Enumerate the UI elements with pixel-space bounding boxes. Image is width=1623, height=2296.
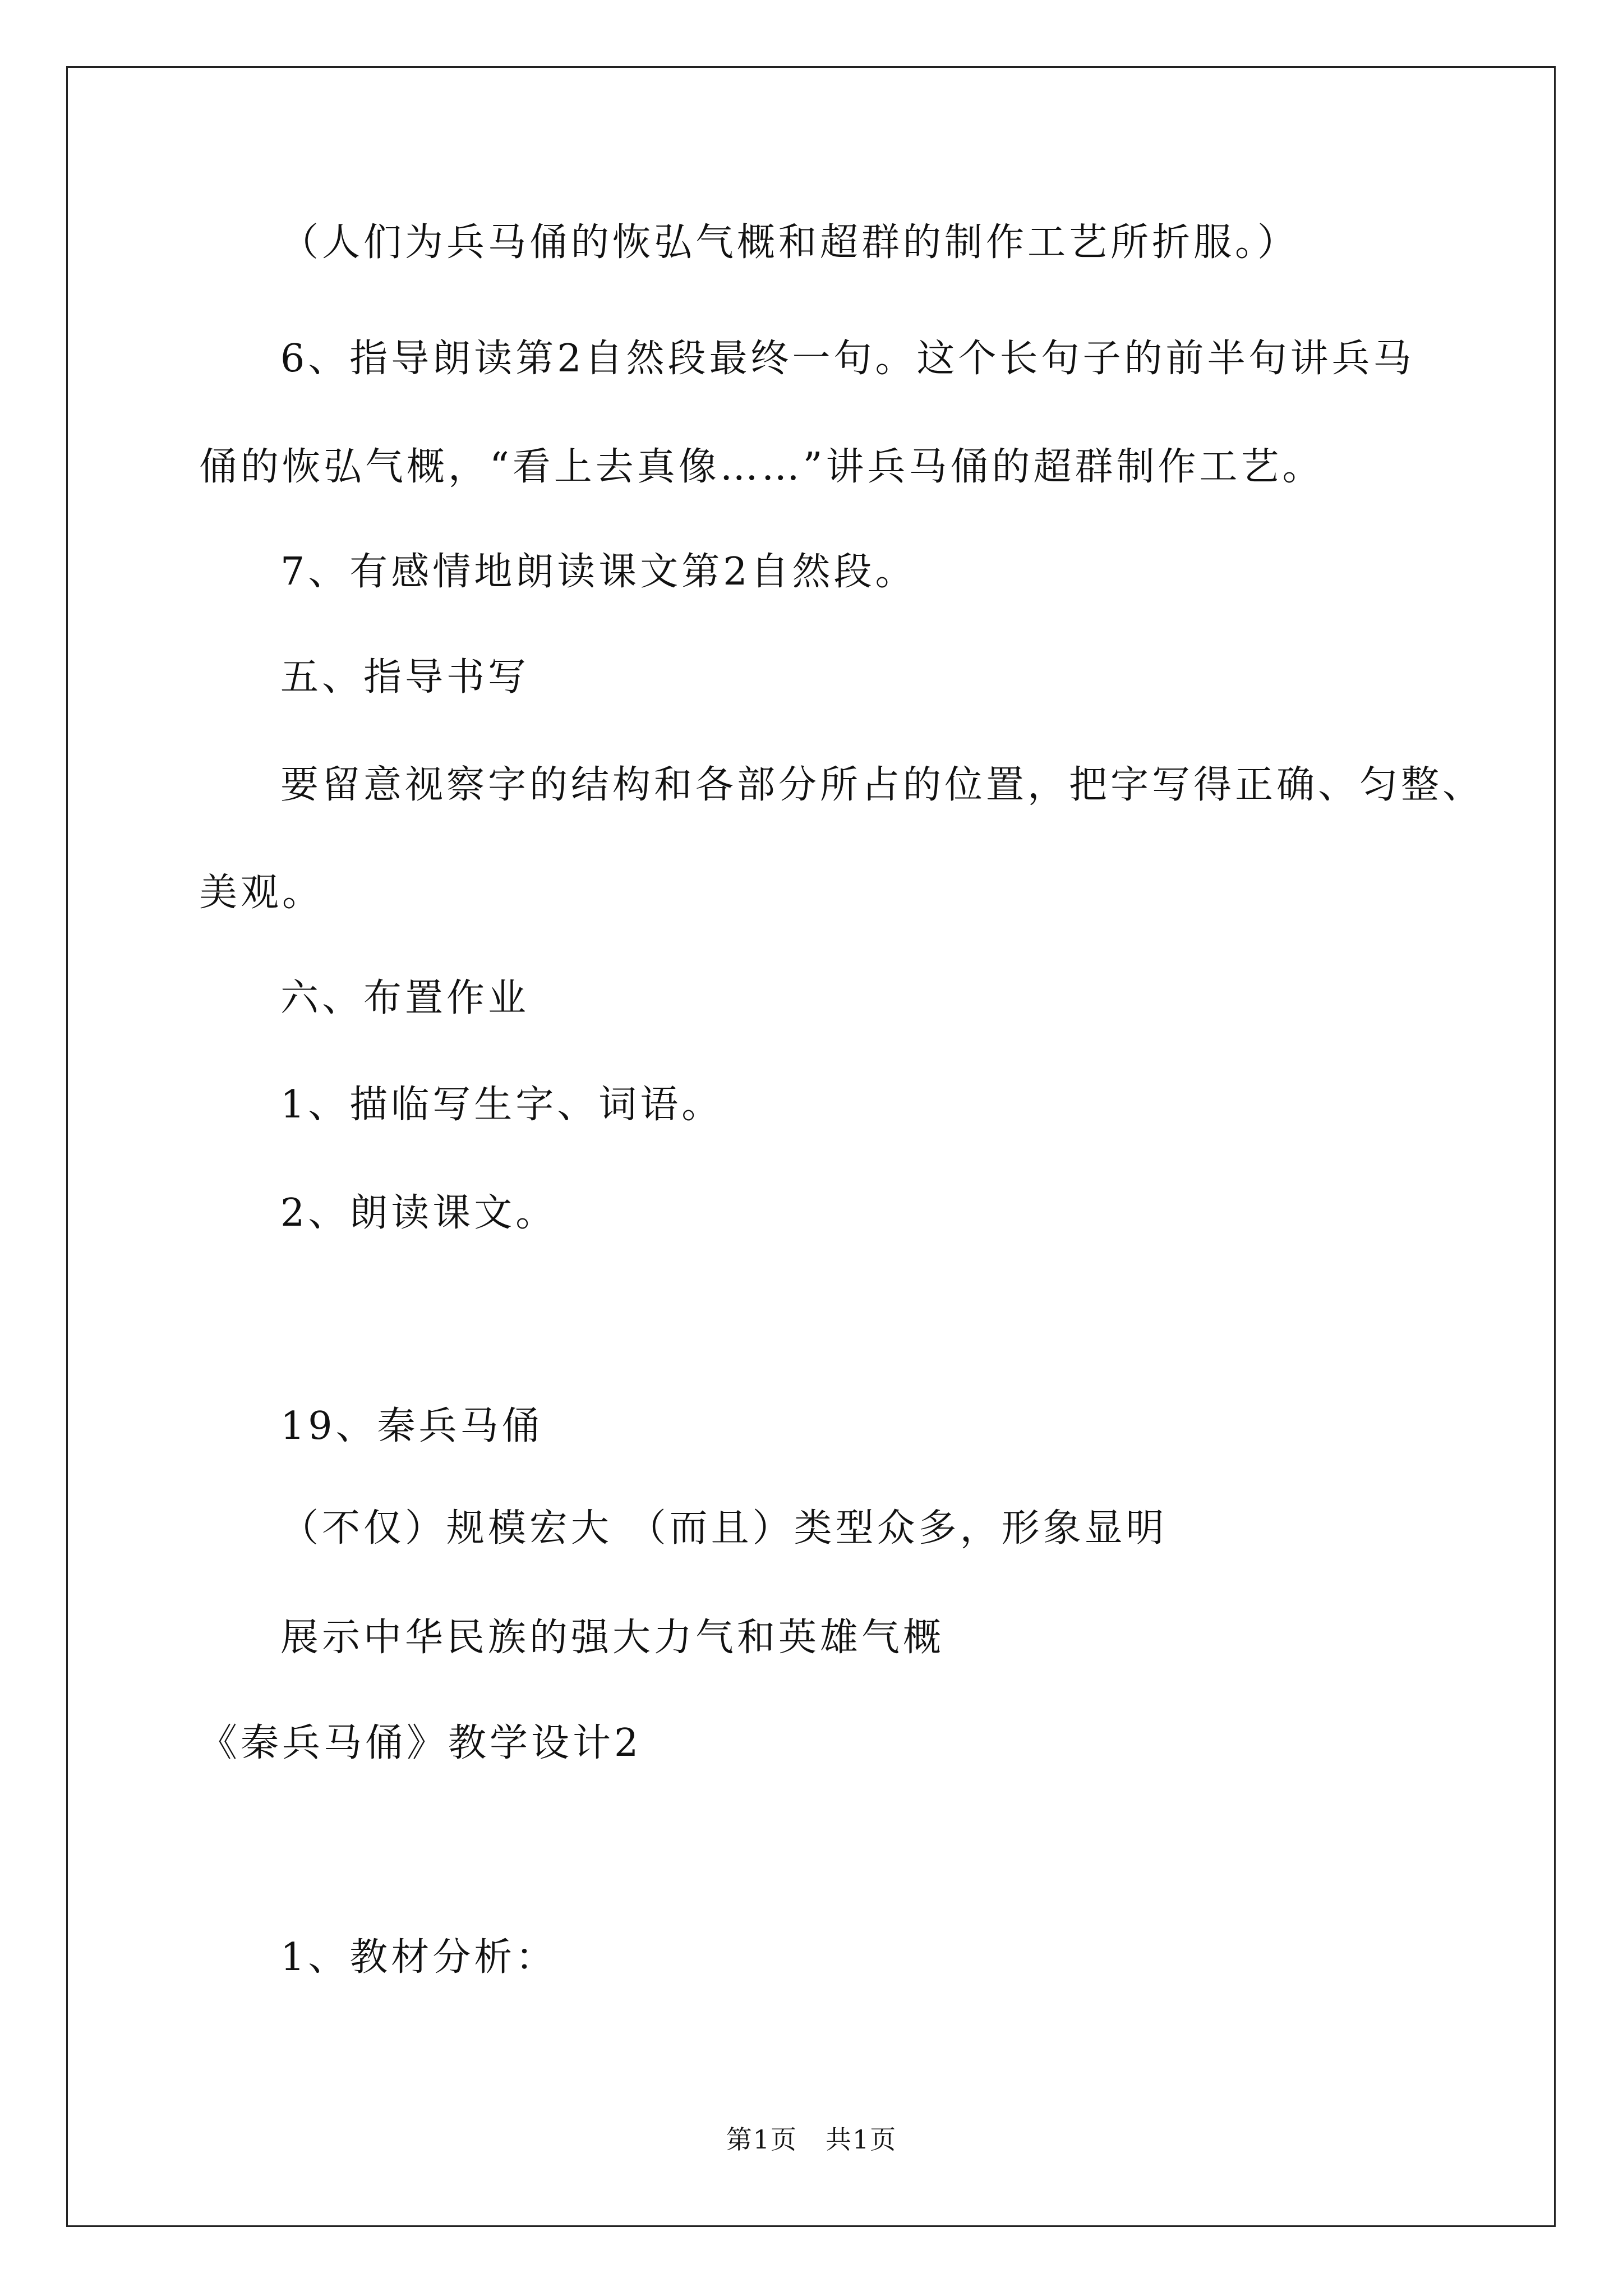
text-line-7: 美观。 bbox=[199, 871, 324, 915]
text-line-2: 6、指导朗读第2自然段最终一句。这个长句子的前半句讲兵马 bbox=[280, 337, 1415, 381]
text-line-13: 展示中华民族的强大力气和英雄气概 bbox=[280, 1616, 945, 1660]
page-border bbox=[66, 66, 1556, 2227]
text-line-9: 1、描临写生字、词语。 bbox=[280, 1083, 723, 1127]
text-line-4: 7、有感情地朗读课文第2自然段。 bbox=[280, 550, 917, 594]
section-heading-analysis: 1、教材分析： bbox=[280, 1935, 557, 1980]
document-title: 《秦兵马俑》教学设计2 bbox=[199, 1721, 642, 1765]
text-line-12: （不仅）规模宏大 （而且）类型众多，形象显明 bbox=[280, 1506, 1168, 1550]
page-total: 共1页 bbox=[826, 2124, 897, 2155]
text-line-10: 2、朗读课文。 bbox=[280, 1191, 557, 1235]
text-line-1: （人们为兵马俑的恢弘气概和超群的制作工艺所折服。） bbox=[280, 220, 1299, 265]
page-number: 第1页 bbox=[726, 2124, 797, 2155]
section-heading-homework: 六、布置作业 bbox=[280, 976, 530, 1020]
section-heading-writing: 五、指导书写 bbox=[280, 655, 530, 700]
text-line-6: 要留意视察字的结构和各部分所占的位置，把字写得正确、匀整、 bbox=[280, 763, 1484, 807]
board-title: 19、秦兵马俑 bbox=[280, 1404, 543, 1448]
text-line-3: 俑的恢弘气概，“看上去真像……”讲兵马俑的超群制作工艺。 bbox=[199, 445, 1324, 489]
page-footer bbox=[0, 2124, 1623, 2155]
